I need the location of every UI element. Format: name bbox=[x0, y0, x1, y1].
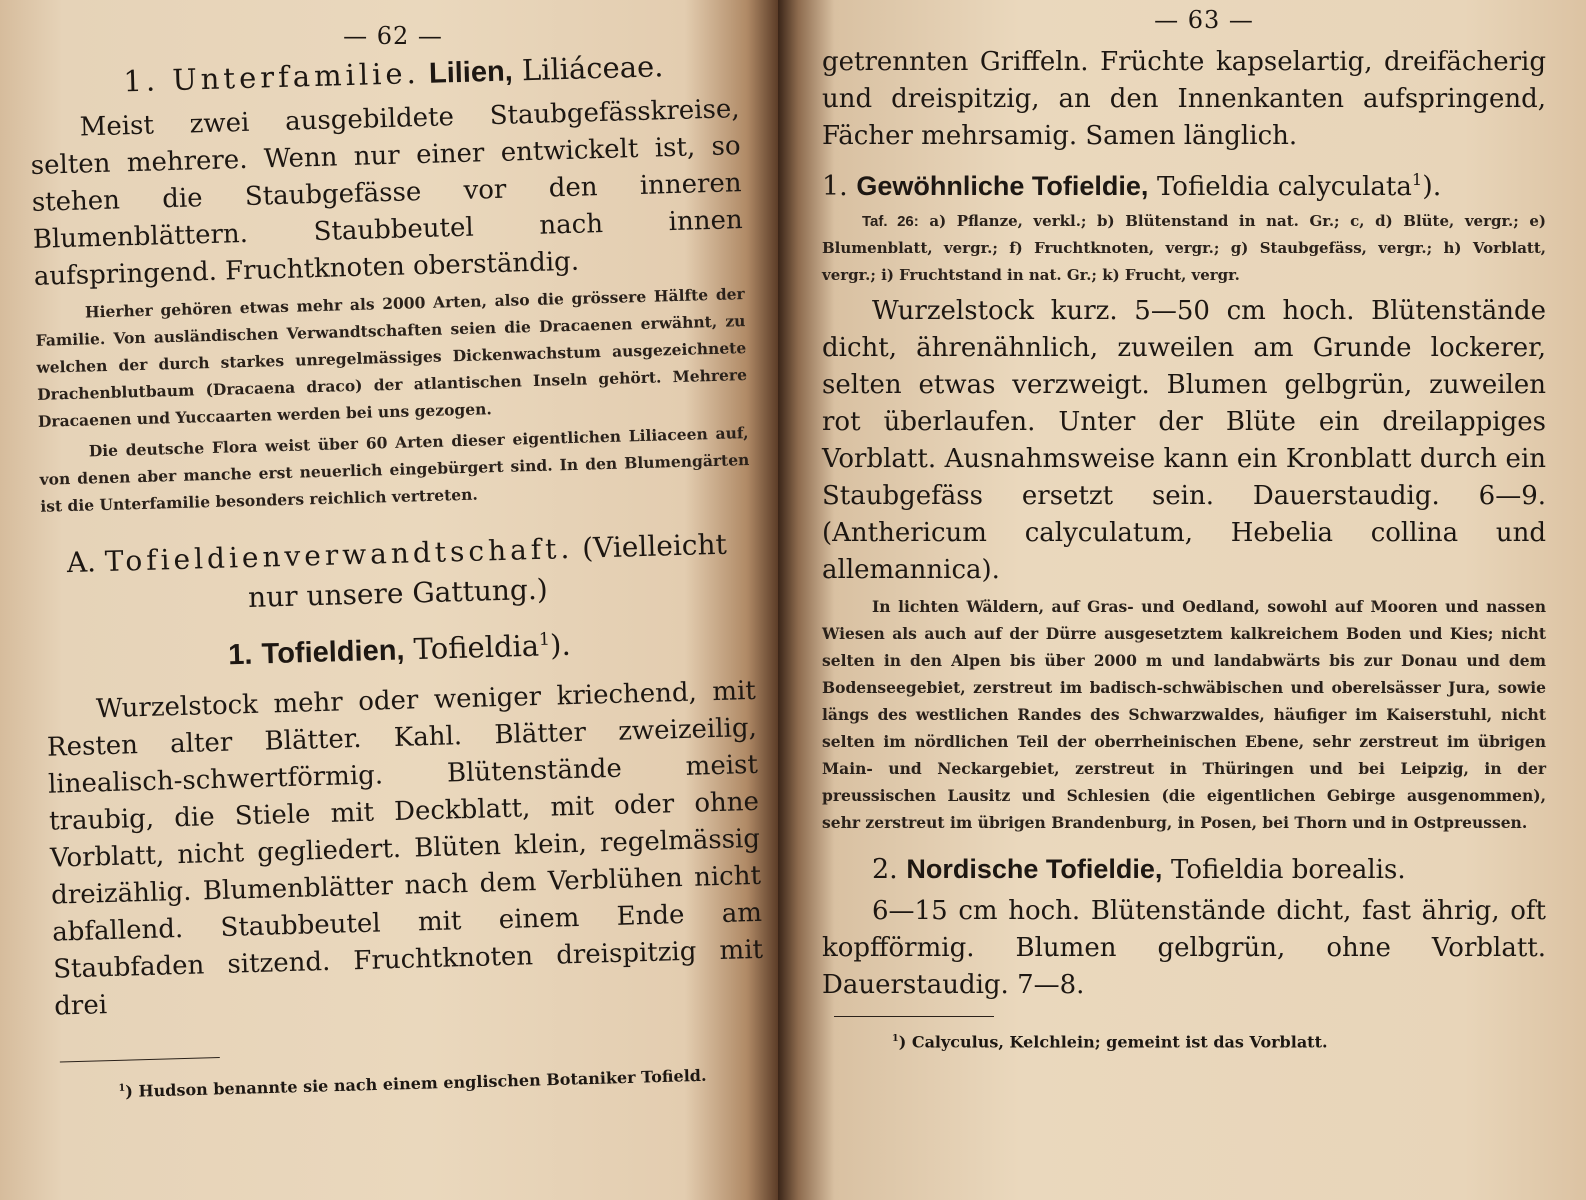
continuation-text: getrennten Griffeln. Früchte kapselartig, dreifächerig und dreispitzig, an den Innenkanten aufspringend, Fächer mehrsamig. Samen länglich. bbox=[822, 47, 1546, 151]
species-1-number: 1. bbox=[822, 171, 848, 202]
footnote-right-text: ) Calyculus, Kelchlein; gemeint ist das Vorblatt. bbox=[898, 1032, 1328, 1052]
footnote-right bbox=[892, 1027, 1546, 1054]
subfamily-prefix: 1. Unterfamilie. bbox=[122, 56, 421, 99]
subfamily-name: Lilien, bbox=[428, 55, 514, 90]
species-1-description: Wurzelstock kurz. 5—50 cm hoch. Blütenstände dicht, ährenähnlich, zuweilen am Grunde lockerer, selten etwas verzweigt. Blumen gelbgrün, zuweilen rot überlaufen. Unter der Blüte ein dreilappiges Vorblatt. Ausnahmsweise kann ein Kronblatt durch ein Staubgefäss ersetzt sein. Dauerstaudig. 6—9. (Anthericum calyculatum, Hebelia collina und allemannica). bbox=[822, 296, 1546, 585]
plate-caption bbox=[822, 208, 1546, 289]
footnote-rule-left bbox=[60, 1057, 220, 1062]
species-2-name: Nordische Tofieldie, bbox=[906, 854, 1163, 884]
page-number-left: — 62 — bbox=[343, 22, 443, 50]
group-prefix: A. bbox=[66, 545, 97, 580]
species-1-name: Gewöhnliche Tofieldie, bbox=[856, 171, 1149, 201]
group-note: (Vielleicht bbox=[581, 527, 728, 565]
genus-name: Tofieldien, bbox=[261, 634, 405, 671]
footnote-rule-right bbox=[834, 1016, 994, 1017]
subfamily-note-2: Die deutsche Flora weist über 60 Arten dieser eigentlichen Liliaceen auf, von denen aber manche erst neuerlich eingebürgert sind. In den Blumengärten ist die Unterfamilie besonders reichlich vertreten. bbox=[39, 423, 750, 516]
footnote-right-mark: 1 bbox=[892, 1033, 899, 1044]
right-page bbox=[778, 0, 1586, 1200]
species-1-heading-end: ). bbox=[1422, 171, 1442, 202]
page-number-right: — 63 — bbox=[1154, 6, 1254, 34]
genus-number: 1. bbox=[227, 638, 253, 672]
genus-description: Wurzelstock mehr oder weniger kriechend, mit Resten alter Blätter. Kahl. Blätter zweizeilig, linealisch-schwertförmig. Blütenstände meist traubig, die Stiele mit Deckblatt, mit oder ohne Vorblatt, nicht gegliedert. Blüten klein, regelmässig dreizählig. Blumenblätter nach dem Verblühen nicht abfallend. Staubbeutel mit einem Ende am Staubfaden sitzend. Fruchtknoten dreispitzig mit drei bbox=[46, 675, 764, 1022]
footnote-left-text: ) Hudson benannte sie nach einem englischen Botaniker Tofield. bbox=[125, 1065, 707, 1101]
plate-text: a) Pflanze, verkl.; b) Blütenstand in nat. Gr.; c, d) Blüte, vergr.; e) Blumenblatt, vergr.; f) Fruchtknoten, vergr.; g) Staubgefäss, vergr.; h) Vorblatt, vergr.; i) Fruchtstand in nat. Gr.; k) Frucht, vergr. bbox=[822, 212, 1546, 284]
left-page-body bbox=[28, 46, 767, 1105]
subfamily-description: Meist zwei ausgebildete Staubgefässkreise, selten mehrere. Wenn nur einer entwickelt ist, so stehen die Staubgefässe vor den inneren Blumenblättern. Staubbeutel nach innen aufspringend. Fruchtknoten oberständig. bbox=[30, 94, 744, 292]
genus-latin: Tofieldia bbox=[413, 628, 540, 667]
group-heading bbox=[41, 524, 753, 624]
genus-heading-end: ). bbox=[549, 627, 572, 663]
genus-heading bbox=[44, 614, 755, 680]
subfamily-note-1: Hierher gehören etwas mehr als 2000 Arten, also die grössere Hälfte der Familie. Von ausländischen Verwandtschaften seien die Dracaenen erwähnt, zu welchen der durch starkes unregelmässiges Dickenwachstum ausgezeichnete Drachenblutbaum (Dracaena draco) der atlantischen Inseln gehört. Mehrere Dracaenen und Yuccaarten werden bei uns gezogen. bbox=[35, 284, 748, 431]
species-1-latin: Tofieldia calyculata bbox=[1156, 172, 1412, 202]
genus-footnote-mark: 1 bbox=[538, 629, 551, 650]
species-2-number: 2. bbox=[872, 854, 898, 885]
group-name: Tofieldienverwandtschaft. bbox=[104, 531, 574, 579]
species-1-heading bbox=[822, 161, 1546, 206]
plate-label: Taf. 26: bbox=[862, 213, 919, 230]
species-1-footnote-mark: 1 bbox=[1411, 170, 1423, 189]
footnote-left bbox=[118, 1058, 767, 1103]
species-2-heading bbox=[822, 850, 1546, 889]
species-1-habitat: In lichten Wäldern, auf Gras- und Oedland, sowohl auf Mooren und nassen Wiesen als auch auf der Dürre ausgesetztem kalkreichem Boden und Kies; nicht selten in den Alpen bis über 2000 m und landabwärts bis zur Donau und dem Bodenseegebiet, zerstreut im badisch-schwäbischen und oberelsässer Jura, sowie längs des westlichen Randes des Schwarzwaldes, häufiger im Kaiserstuhl, nicht selten im nördlichen Teil der oberrheinischen Ebene, sehr zerstreut im übrigen Main- und Neckargebiet, zerstreut in Thüringen und bei Leipzig, in der preussischen Lausitz und Schlesien (die eigentlichen Gebirge ausgenommen), sehr zerstreut im übrigen Brandenburg, in Posen, bei Thorn und in Ostpreussen. bbox=[822, 597, 1546, 832]
subfamily-latin: Liliáceae. bbox=[521, 49, 664, 88]
left-page bbox=[0, 0, 778, 1200]
species-2-latin: Tofieldia borealis. bbox=[1171, 855, 1406, 885]
footnote-left-mark: 1 bbox=[118, 1082, 126, 1094]
species-2-description: 6—15 cm hoch. Blütenstände dicht, fast ährig, oft kopfförmig. Blumen gelbgrün, ohne Vorblatt. Dauerstaudig. 7—8. bbox=[822, 896, 1546, 1000]
group-note-line2: nur unsere Gattung.) bbox=[247, 572, 549, 615]
